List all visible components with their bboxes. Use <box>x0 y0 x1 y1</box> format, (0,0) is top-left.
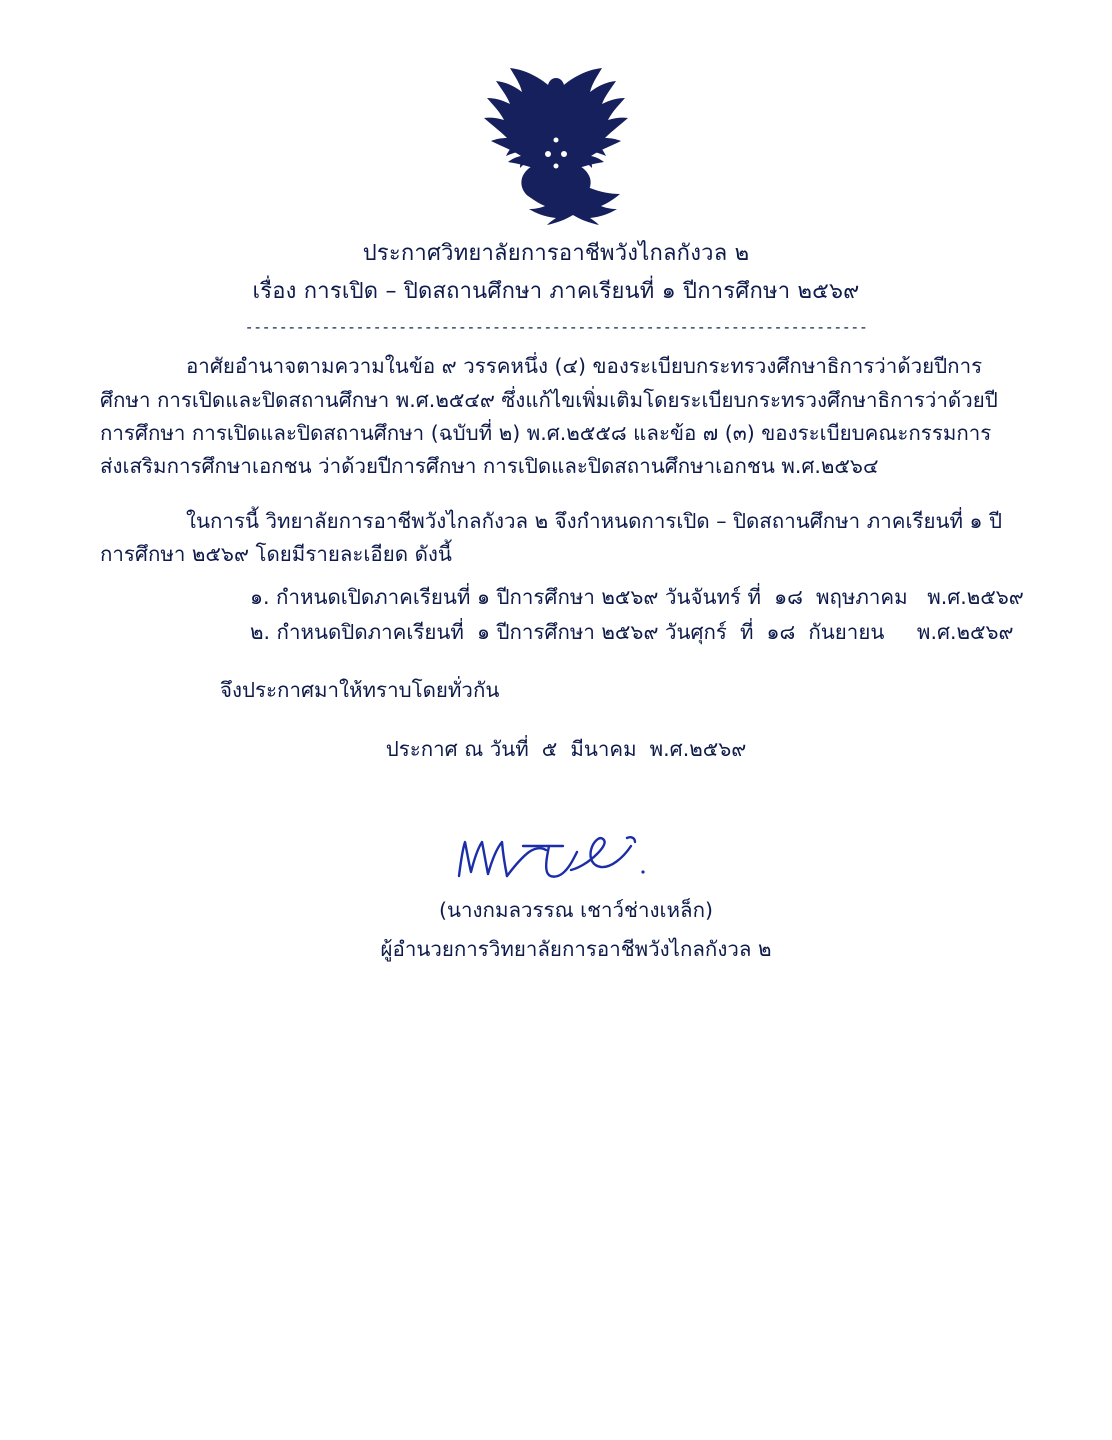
document-body <box>100 350 1012 571</box>
closing-statement: จึงประกาศมาให้ทราบโดยทั่วกัน <box>220 678 500 703</box>
paragraph-text: ในการนี้ วิทยาลัยการอาชีพวังไกลกังวล ๒ จึงกำหนดการเปิด – ปิดสถานศึกษา ภาคเรียนที่ ๑ ปีการศึกษา ๒๕๖๙ โดยมีรายละเอียด ดังนี้ <box>100 509 1003 567</box>
signer-name: (นางกมลวรรณ เชาว์ช่างเหล็ก) <box>439 898 713 923</box>
page-subtitle: เรื่อง การเปิด – ปิดสถานศึกษา ภาคเรียนที่ ๑ ปีการศึกษา ๒๕๖๙ <box>252 278 860 304</box>
paragraph-legal-authority <box>100 350 1012 483</box>
handwritten-signature <box>100 822 1012 892</box>
garuda-emblem-icon <box>466 62 646 227</box>
list-item: ๑. กำหนดเปิดภาคเรียนที่ ๑ ปีการศึกษา ๒๕๖๙ วันจันทร์ ที่ ๑๘ พฤษภาคม พ.ศ.๒๕๖๙ <box>250 584 1024 609</box>
list-item: ๒. กำหนดปิดภาคเรียนที่ ๑ ปีการศึกษา ๒๕๖๙ วันศุกร์ ที่ ๑๘ กันยายน พ.ศ.๒๕๖๙ <box>250 619 1014 644</box>
schedule-list <box>100 580 1024 651</box>
signer-role: ผู้อำนวยการวิทยาลัยการอาชีพวังไกลกังวล ๒ <box>380 937 772 962</box>
announcement-date: ประกาศ ณ วันที่ ๕ มีนาคม พ.ศ.๒๕๖๙ <box>385 737 747 762</box>
page-title: ประกาศวิทยาลัยการอาชีพวังไกลกังวล ๒ <box>362 241 750 266</box>
divider: ------------------------------------------------------------------------- <box>244 318 868 337</box>
emblem-container <box>100 0 1012 227</box>
signature-block <box>100 822 1012 966</box>
paragraph-announcement <box>100 505 1012 571</box>
paragraph-text: อาศัยอำนาจตามความในข้อ ๙ วรรคหนึ่ง (๔) ของระเบียบกระทรวงศึกษาธิการว่าด้วยปีการศึกษา การเปิดและปิดสถานศึกษา พ.ศ.๒๕๔๙ ซึ่งแก้ไขเพิ่มเติมโดยระเบียบกระทรวงศึกษาธิการว่าด้วยปีการศึกษา การเปิดและปิดสถานศึกษา (ฉบับที่ ๒) พ.ศ.๒๕๕๘ และข้อ ๗ (๓) ของระเบียบคณะกรรมการส่งเสริมการศึกษาเอกชน ว่าด้วยปีการศึกษา การเปิดและปิดสถานศึกษาเอกชน พ.ศ.๒๕๖๔ <box>100 354 998 478</box>
